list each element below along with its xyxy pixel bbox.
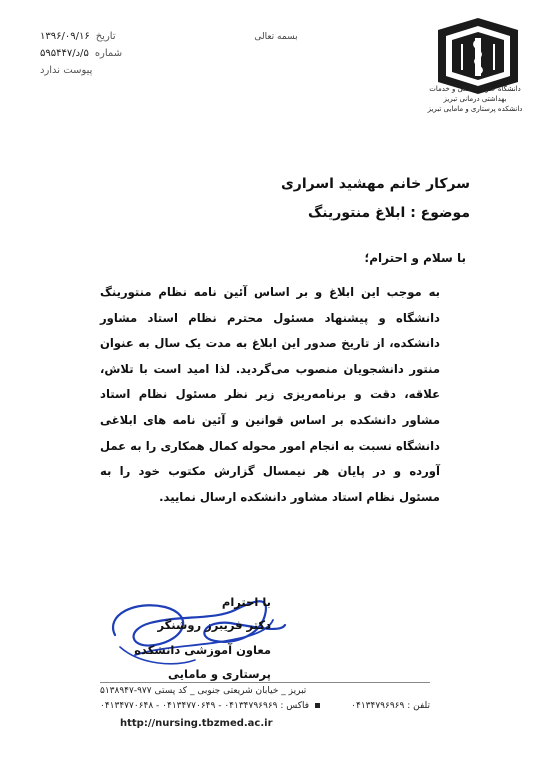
date-row [40, 28, 190, 45]
signatory-name: دکتر فریبرز روشنگر [157, 618, 271, 632]
number-label: شماره [94, 48, 123, 59]
attachment-text: پیوست ندارد [40, 65, 93, 76]
signature-closing: با احترام [221, 595, 271, 609]
subject-line: موضوع : ابلاغ منتورینگ [307, 205, 470, 221]
logo-caption-sub: دانشکده پرستاری و مامایی تبریز [427, 105, 523, 113]
number-row [40, 45, 190, 62]
footer-divider [100, 682, 430, 683]
date-value: ۱۳۹۶/۰۹/۱۶ [40, 31, 90, 42]
university-logo-icon [432, 16, 524, 136]
attachment-row [40, 62, 190, 79]
letter-meta [40, 28, 190, 79]
addressee: سرکار خانم مهشید اسراری [280, 176, 470, 192]
number-value: ۵/د/۵۹۵۴۴۷ [40, 48, 89, 59]
tel-label: تلفن : [407, 701, 430, 711]
logo-caption [420, 84, 530, 114]
footer-fax [100, 701, 323, 711]
tel-value: ۰۴۱۳۴۷۹۶۹۶۹ [351, 701, 405, 711]
footer-tel [351, 701, 430, 711]
fax-label: فاکس : [280, 701, 310, 711]
letter-body: به موجب این ابلاغ و بر اساس آئین نامه نظام منتورینگ دانشگاه و پیشنهاد مسئول محترم نظام استاد مشاور دانشکده، از تاریخ صدور این ابلاغ به مدت یک سال به عنوان منتور دانشجویان منصوب می‌گردید. لذا امید است با تلاش، علاقه، دقت و برنامه‌ریزی زیر نظر مسئول نظام استاد مشاور دانشکده بر اساس قوانین و آئین نامه های ابلاغی دانشگاه نسبت به انجام امور محوله کمال همکاری را به عمل آورده و در پایان هر نیمسال گزارش مکتوب خود را به مسئول نظام استاد مشاور دانشکده ارسال نمایید. [100, 285, 440, 504]
fax-value: ۰۴۱۳۴۷۹۶۹۶۹ - ۰۴۱۳۴۷۷۰۶۴۹ - ۰۴۱۳۴۷۷۰۶۴۸ [100, 701, 278, 711]
date-label: تاریخ [95, 31, 116, 42]
footer-website[interactable]: http://nursing.tbzmed.ac.ir [120, 718, 273, 729]
greeting: با سلام و احترام؛ [364, 251, 466, 265]
footer-address: تبریز _ خیابان شریعتی جنوبی _ کد پستی ۹۷۷-۵۱۳۸۹۴۷ [100, 686, 307, 696]
bullet-icon [315, 703, 320, 708]
bismillah: بسمه تعالی [254, 32, 298, 42]
logo-caption-main: دانشگاه علوم پزشکی و خدمات بهداشتی درمانی تبریز [429, 85, 521, 103]
signatory-title: معاون آموزشی دانشکده [134, 643, 271, 657]
signatory-faculty: پرستاری و مامایی [168, 667, 271, 681]
